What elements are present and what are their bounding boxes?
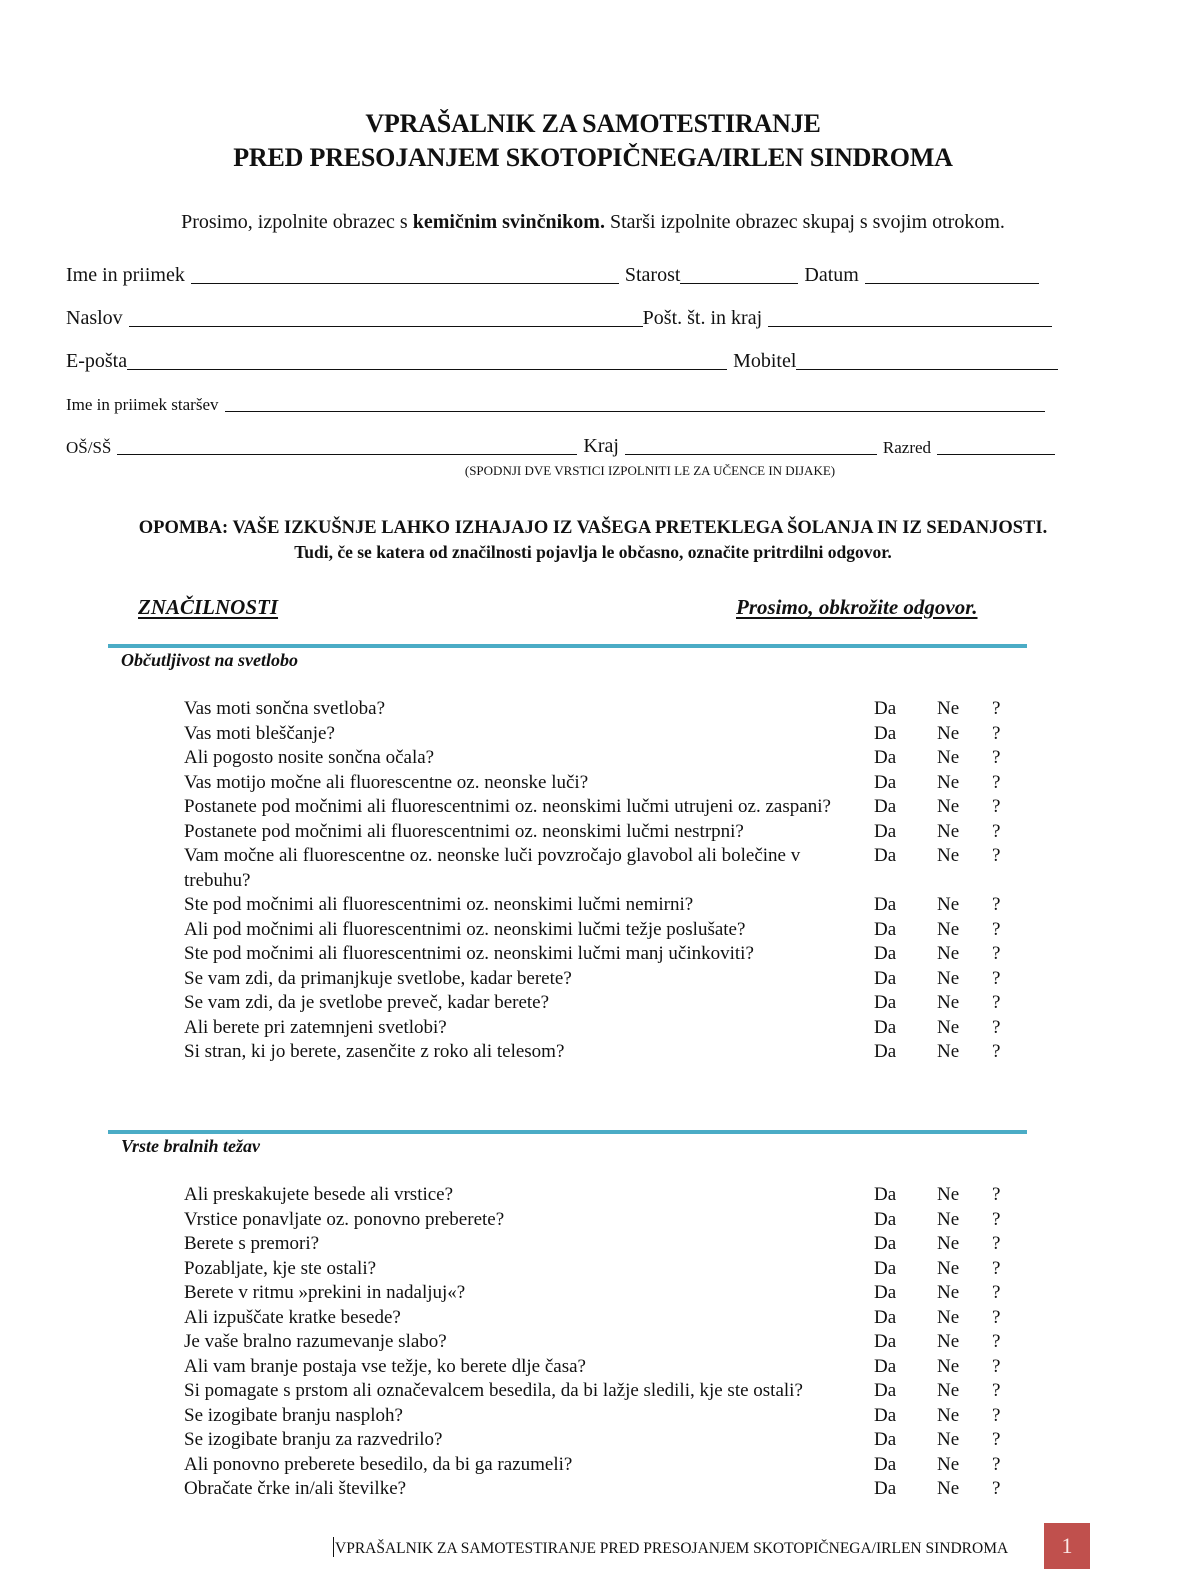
form-row-contact <box>66 350 1096 373</box>
answer-no[interactable]: Ne <box>937 1208 960 1230</box>
age-field[interactable] <box>680 265 798 284</box>
answer-no[interactable]: Ne <box>937 698 960 719</box>
answer-no[interactable]: Ne <box>937 967 960 989</box>
question-text: Berete s premori? <box>184 1233 320 1254</box>
answer-yes[interactable]: Da <box>874 1184 897 1205</box>
question-text: Postanete pod močnimi ali fluorescentnimi oz. neonskimi lučmi utrujeni oz. zaspani? <box>184 796 831 817</box>
question-row <box>184 893 1044 918</box>
answer-no[interactable]: Ne <box>937 1429 960 1450</box>
question-row <box>184 1232 1044 1257</box>
grade-label: Razred <box>882 438 932 457</box>
text-cursor <box>333 1537 334 1557</box>
document-title-line-1: VPRAŠALNIK ZA SAMOTESTIRANJE <box>365 109 821 138</box>
answer-yes[interactable]: Da <box>874 943 897 964</box>
question-text: Je vaše bralno razumevanje slabo? <box>184 1331 447 1352</box>
answer-no[interactable]: Ne <box>937 1404 960 1426</box>
question-text: Postanete pod močnimi ali fluorescentnimi oz. neonskimi lučmi nestrpni? <box>184 820 744 842</box>
answer-no[interactable]: Ne <box>937 943 960 964</box>
document-title-line-2: PRED PRESOJANJEM SKOTOPIČNEGA/IRLEN SINDROMA <box>233 143 953 172</box>
age-label: Starost <box>624 264 681 286</box>
answer-unsure[interactable]: ? <box>992 943 1001 964</box>
answer-no[interactable]: Ne <box>937 722 960 744</box>
answer-unsure[interactable]: ? <box>992 992 1001 1013</box>
question-text: Ali berete pri zatemnjeni svetlobi? <box>184 1016 447 1038</box>
question-row <box>184 820 1044 845</box>
question-row <box>184 1379 1044 1404</box>
answer-yes[interactable]: Da <box>874 918 897 940</box>
answer-unsure[interactable]: ? <box>992 1429 1001 1450</box>
answer-yes[interactable]: Da <box>874 796 897 817</box>
answer-unsure[interactable]: ? <box>992 1331 1001 1352</box>
answer-unsure[interactable]: ? <box>992 820 1001 842</box>
answer-yes[interactable]: Da <box>874 771 897 793</box>
answer-yes[interactable]: Da <box>874 747 897 768</box>
form-row-parents <box>66 393 1096 415</box>
postal-label: Pošt. št. in kraj <box>642 307 763 329</box>
intro-text-bold: kemičnim svinčnikom. <box>412 211 605 233</box>
date-label: Datum <box>804 264 859 286</box>
question-row <box>184 942 1044 967</box>
form-row-address <box>66 307 1096 330</box>
question-text: Obračate črke in/ali številke? <box>184 1478 407 1499</box>
answer-unsure[interactable]: ? <box>992 698 1001 719</box>
answer-unsure[interactable]: ? <box>992 1355 1001 1377</box>
answer-yes[interactable]: Da <box>874 722 897 744</box>
question-text: Ali pogosto nosite sončna očala? <box>184 747 435 768</box>
answer-unsure[interactable]: ? <box>992 1041 1001 1062</box>
answer-no[interactable]: Ne <box>937 1453 960 1475</box>
question-row <box>184 1281 1044 1306</box>
answer-unsure[interactable]: ? <box>992 1016 1001 1038</box>
question-text: Pozabljate, kje ste ostali? <box>184 1257 377 1279</box>
form-row-school <box>66 435 1096 458</box>
characteristics-heading: ZNAČILNOSTI <box>138 595 279 619</box>
question-text: Ste pod močnimi ali fluorescentnimi oz. neonskimi lučmi nemirni? <box>184 894 694 915</box>
answer-unsure[interactable]: ? <box>992 1208 1001 1230</box>
date-field[interactable] <box>865 265 1039 284</box>
question-row <box>184 697 1044 722</box>
answer-no[interactable]: Ne <box>937 992 960 1013</box>
question-row <box>184 1208 1044 1233</box>
question-row <box>184 771 1044 796</box>
question-text: Se izogibate branju nasploh? <box>184 1404 403 1426</box>
postal-field[interactable] <box>768 308 1052 327</box>
question-text: Vrstice ponavljate oz. ponovno preberete? <box>184 1208 505 1230</box>
question-text: Ste pod močnimi ali fluorescentnimi oz. neonskimi lučmi manj učinkoviti? <box>184 943 754 964</box>
town-field[interactable] <box>625 436 877 455</box>
parents-label-suffix: staršev <box>167 395 219 414</box>
answer-yes[interactable]: Da <box>874 992 897 1013</box>
question-row <box>184 1355 1044 1380</box>
answer-no[interactable]: Ne <box>937 1380 960 1401</box>
answer-unsure[interactable]: ? <box>992 1380 1001 1401</box>
full-name-label: Ime in priimek <box>66 264 185 286</box>
answer-yes[interactable]: Da <box>874 1429 897 1450</box>
answer-no[interactable]: Ne <box>937 1257 960 1279</box>
address-label: Naslov <box>66 307 123 329</box>
footer-title: VPRAŠALNIK ZA SAMOTESTIRANJE PRED PRESOJANJEM SKOTOPIČNEGA/IRLEN SINDROMA <box>335 1540 1009 1557</box>
answer-yes[interactable]: Da <box>874 1355 897 1377</box>
note-line-1: OPOMBA: VAŠE IZKUŠNJE LAHKO IZHAJAJO IZ VAŠEGA PRETEKLEGA ŠOLANJA IN IZ SEDANJOSTI. <box>138 518 1048 538</box>
answer-unsure[interactable]: ? <box>992 771 1001 793</box>
answer-yes[interactable]: Da <box>874 1306 897 1328</box>
question-row <box>184 1257 1044 1282</box>
answer-yes[interactable]: Da <box>874 820 897 842</box>
parents-label <box>66 395 219 415</box>
answer-yes[interactable]: Da <box>874 1404 897 1426</box>
question-row <box>184 1016 1044 1041</box>
answer-unsure[interactable]: ? <box>992 1184 1001 1205</box>
question-row <box>184 795 1044 820</box>
parents-field[interactable] <box>225 393 1045 412</box>
email-label: E-pošta <box>66 350 128 372</box>
address-field[interactable] <box>129 308 643 327</box>
answer-yes[interactable]: Da <box>874 845 897 866</box>
answer-yes[interactable]: Da <box>874 1282 897 1303</box>
answer-yes[interactable]: Da <box>874 967 897 989</box>
question-row <box>184 967 1044 992</box>
answer-yes[interactable]: Da <box>874 1257 897 1279</box>
answer-yes[interactable]: Da <box>874 1041 897 1062</box>
question-text: Ali preskakujete besede ali vrstice? <box>184 1184 454 1205</box>
question-row <box>184 918 1044 943</box>
question-text: Ali vam branje postaja vse težje, ko berete dlje časa? <box>184 1355 586 1377</box>
page-number-badge: 1 <box>1044 1523 1090 1569</box>
answer-unsure[interactable]: ? <box>992 796 1001 817</box>
grade-field[interactable] <box>937 436 1055 455</box>
students-note: (SPODNJI DVE VRSTICI IZPOLNITI LE ZA UČENCE IN DIJAKE) <box>464 463 836 478</box>
question-text: Vas moti bleščanje? <box>184 722 335 744</box>
answer-unsure[interactable]: ? <box>992 1306 1001 1328</box>
mobile-label: Mobitel <box>733 350 797 372</box>
answer-unsure[interactable]: ? <box>992 747 1001 768</box>
page-footer <box>333 1537 1008 1558</box>
question-text: Si pomagate s prstom ali označevalcem besedila, da bi lažje sledili, kje ste ostali? <box>184 1380 803 1401</box>
full-name-field[interactable] <box>191 265 619 284</box>
answer-no[interactable]: Ne <box>937 1478 960 1499</box>
answer-unsure[interactable]: ? <box>992 1257 1001 1279</box>
question-text: Ali ponovno preberete besedilo, da bi ga razumeli? <box>184 1453 573 1475</box>
answer-yes[interactable]: Da <box>874 1233 897 1254</box>
question-text: Se izogibate branju za razvedrilo? <box>184 1429 443 1450</box>
intro-text-1: Prosimo, izpolnite obrazec s <box>181 211 413 233</box>
answer-yes[interactable]: Da <box>874 1380 897 1401</box>
question-text: Ali pod močnimi ali fluorescentnimi oz. neonskimi lučmi težje poslušate? <box>184 918 746 940</box>
intro-text-2: Starši izpolnite obrazec skupaj s svojim otrokom. <box>604 211 1005 233</box>
question-row <box>184 1453 1044 1478</box>
school-label: OŠ/SŠ <box>66 438 112 457</box>
answer-no[interactable]: Ne <box>937 894 960 915</box>
answer-no[interactable]: Ne <box>937 771 960 793</box>
answer-yes[interactable]: Da <box>874 1208 897 1230</box>
question-row <box>184 1183 1044 1208</box>
question-text: Berete v ritmu »prekini in nadaljuj«? <box>184 1282 466 1303</box>
answer-unsure[interactable]: ? <box>992 1453 1001 1475</box>
answer-unsure[interactable]: ? <box>992 894 1001 915</box>
question-text: Se vam zdi, da primanjkuje svetlobe, kadar berete? <box>184 967 572 989</box>
question-row <box>184 722 1044 747</box>
answer-no[interactable]: Ne <box>937 1184 960 1205</box>
question-row <box>184 1306 1044 1331</box>
answer-no[interactable]: Ne <box>937 1306 960 1328</box>
answer-yes[interactable]: Da <box>874 1016 897 1038</box>
answer-yes[interactable]: Da <box>874 1453 897 1475</box>
answer-yes[interactable]: Da <box>874 698 897 719</box>
answer-no[interactable]: Ne <box>937 1282 960 1303</box>
question-row <box>184 1477 1044 1502</box>
question-text: Se vam zdi, da je svetlobe preveč, kadar berete? <box>184 992 550 1013</box>
question-row <box>184 1040 1044 1065</box>
answer-no[interactable]: Ne <box>937 796 960 817</box>
answer-unsure[interactable]: ? <box>992 722 1001 744</box>
section-divider-1 <box>108 644 1027 648</box>
answer-yes[interactable]: Da <box>874 894 897 915</box>
question-text: Ali izpuščate kratke besede? <box>184 1306 401 1328</box>
answer-unsure[interactable]: ? <box>992 967 1001 989</box>
section-title-reading-difficulties: Vrste bralnih težav <box>121 1136 261 1156</box>
question-text: Vas moti sončna svetloba? <box>184 698 386 719</box>
answer-no[interactable]: Ne <box>937 1041 960 1062</box>
school-field[interactable] <box>117 436 577 455</box>
answer-no[interactable]: Ne <box>937 747 960 768</box>
question-row <box>184 991 1044 1016</box>
note-line-2: Tudi, če se katera od značilnosti pojavlja le občasno, označite pritrdilni odgovor. <box>294 542 892 562</box>
question-row <box>184 1330 1044 1355</box>
question-text: Vam močne ali fluorescentne oz. neonske luči povzročajo glavobol ali bolečine v trebuhu? <box>184 845 801 891</box>
question-list-reading-difficulties <box>184 1183 1044 1502</box>
answer-unsure[interactable]: ? <box>992 1404 1001 1426</box>
mobile-field[interactable] <box>796 351 1058 370</box>
email-field[interactable] <box>127 351 727 370</box>
answer-unsure[interactable]: ? <box>992 1282 1001 1303</box>
answer-unsure[interactable]: ? <box>992 1233 1001 1254</box>
question-row <box>184 746 1044 771</box>
answer-yes[interactable]: Da <box>874 1478 897 1499</box>
parents-label-main: Ime in priimek <box>66 395 168 414</box>
answer-no[interactable]: Ne <box>937 918 960 940</box>
answer-no[interactable]: Ne <box>937 1331 960 1352</box>
answer-no[interactable]: Ne <box>937 820 960 842</box>
intro-instructions <box>0 211 1186 234</box>
answer-unsure[interactable]: ? <box>992 1478 1001 1499</box>
answer-unsure[interactable]: ? <box>992 918 1001 940</box>
answer-no[interactable]: Ne <box>937 1016 960 1038</box>
answer-unsure[interactable]: ? <box>992 845 1001 866</box>
question-list-light-sensitivity <box>184 697 1044 1065</box>
question-row <box>184 1428 1044 1453</box>
question-text: Si stran, ki jo berete, zasenčite z roko ali telesom? <box>184 1041 565 1062</box>
circle-answer-heading: Prosimo, obkrožite odgovor. <box>736 595 978 619</box>
answer-no[interactable]: Ne <box>937 1233 960 1254</box>
section-title-light-sensitivity: Občutljivost na svetlobo <box>121 650 298 670</box>
question-row <box>184 844 1044 893</box>
question-text: Vas motijo močne ali fluorescentne oz. neonske luči? <box>184 771 589 793</box>
form-row-name <box>66 264 1096 287</box>
town-label: Kraj <box>583 435 619 457</box>
answer-yes[interactable]: Da <box>874 1331 897 1352</box>
answer-no[interactable]: Ne <box>937 1355 960 1377</box>
answer-no[interactable]: Ne <box>937 845 960 866</box>
section-divider-2 <box>108 1130 1027 1134</box>
question-row <box>184 1404 1044 1429</box>
